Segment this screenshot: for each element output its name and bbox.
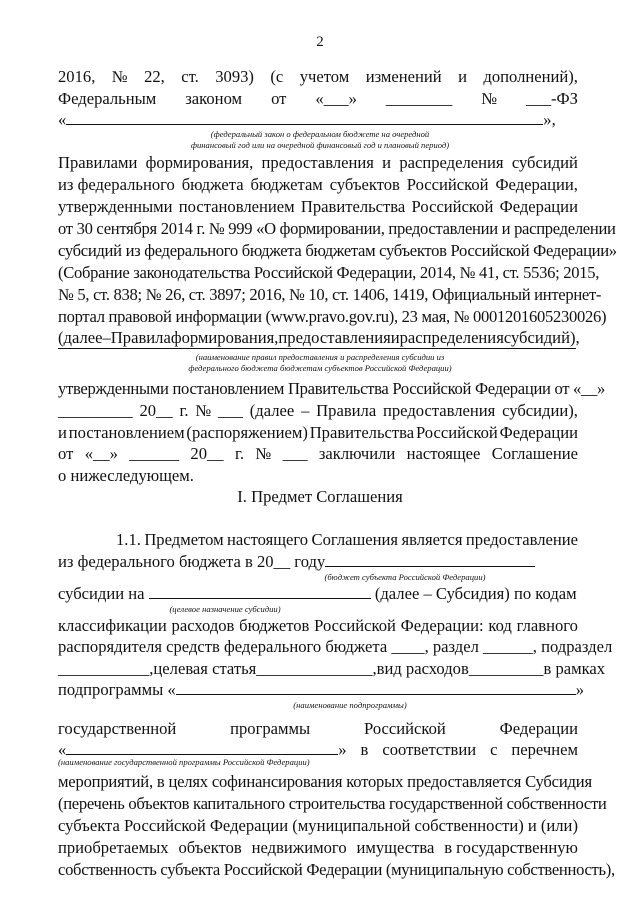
note-rules-2: федерального бюджета бюджетам субъектов Российской Федерации) <box>188 363 452 373</box>
word: из федерального <box>58 175 175 194</box>
word: Российской <box>411 197 494 216</box>
p1-line-1 <box>58 67 578 87</box>
word: Федерации <box>499 423 578 442</box>
p3-line-2 <box>58 401 578 421</box>
word: от <box>58 444 74 463</box>
word: недвижимого <box>251 838 347 857</box>
word: – <box>301 401 310 420</box>
word: предоставления <box>383 401 496 420</box>
word: ________ <box>385 89 453 108</box>
p1-line-3 <box>58 110 578 130</box>
word: Российской <box>123 816 206 835</box>
word: и <box>58 423 67 442</box>
word: предоставление <box>465 530 578 549</box>
word: распределения <box>399 153 504 172</box>
word: субсидии), <box>502 401 578 420</box>
word: является <box>401 530 463 549</box>
s1-line-9-rest <box>338 740 578 760</box>
word: объектов <box>178 838 242 857</box>
quote-open: « <box>58 110 67 129</box>
word: ______ <box>129 444 180 463</box>
s1-line-10: мероприятий, в целях софинансирования которых предоставляется Субсидия <box>58 772 592 791</box>
word: субъекта <box>58 816 120 835</box>
word: (распоряжением) <box>186 423 308 442</box>
word: Российской <box>415 423 498 442</box>
s1-line-5 <box>58 637 613 657</box>
word: г. <box>234 444 245 463</box>
s1-line-3-end: (далее – Субсидия) по кодам <box>374 584 577 603</box>
word: законом <box>185 89 243 108</box>
word: Федерации <box>499 197 578 216</box>
word: постановлением <box>178 197 295 216</box>
s1-line-14: собственность субъекта Российской Федерации (муниципальную собственность), <box>58 860 615 879</box>
word: имущества <box>356 838 435 857</box>
word: соответствии <box>382 740 477 759</box>
word: Российской <box>364 719 446 738</box>
p3-line-3 <box>58 423 578 443</box>
word: № <box>481 89 498 108</box>
s1-line-3 <box>58 584 578 604</box>
rules-name-blank <box>58 348 576 349</box>
word: «__» <box>84 444 118 463</box>
note-budget: (бюджет субъекта Российской Федерации) <box>324 572 486 582</box>
p2-line-6: (Собрание законодательства Российской Федерации, 2014, № 41, ст. 5536; 2015, <box>58 263 600 282</box>
word: бюджетов <box>239 616 310 635</box>
word: 20__ <box>139 401 173 420</box>
word: расходов <box>171 616 235 635</box>
word: распорядителя средств федерального бюджета ____, раздел ______, подраздел <box>58 637 613 656</box>
word: ___ <box>282 444 308 463</box>
word: Предметом <box>144 530 224 549</box>
p2-line-7: № 5, ст. 838; № 26, ст. 3897; 2016, № 10, ст. 1406, 1419, Официальный интернет- <box>58 285 602 304</box>
p1-line-2 <box>58 89 578 109</box>
word: Федерации: <box>400 616 484 635</box>
word: предоставления <box>278 328 391 347</box>
p2-line-4: от 30 сентября 2014 г. № 999 «О формировании, предоставлении и распределении <box>58 219 616 238</box>
page-number: 2 <box>316 34 324 50</box>
word: и <box>382 153 392 172</box>
word: формирования, <box>170 328 279 347</box>
section-heading: I. Предмет Соглашения <box>237 487 403 506</box>
word: от <box>271 89 287 108</box>
p2-line-9 <box>58 328 578 348</box>
word: в <box>360 740 369 759</box>
word: № <box>111 67 128 86</box>
word: вид расходов <box>376 659 469 678</box>
word: учетом <box>299 67 350 86</box>
subprogram-blank <box>176 680 576 695</box>
p2-line-1 <box>58 153 578 173</box>
word: и <box>458 67 467 86</box>
s1-line-11: (перечень объектов капитального строительства государственной собственности <box>58 794 607 813</box>
word: и <box>390 328 400 347</box>
word: постановлением <box>68 423 185 442</box>
word: – <box>102 328 111 347</box>
word: субсидий <box>511 153 578 172</box>
word: Федерации <box>499 719 578 738</box>
purpose-blank <box>149 584 371 599</box>
word: Российской <box>314 616 396 635</box>
word: (муниципальной <box>292 816 411 835</box>
s1-line-13 <box>58 838 578 858</box>
word: распределения <box>399 328 504 347</box>
s1-line-7 <box>58 680 584 700</box>
word: 2016, <box>58 67 96 86</box>
word: собственности) <box>414 816 524 835</box>
word: 22, <box>144 67 165 86</box>
word: ___-ФЗ <box>526 89 578 108</box>
word: Федерации, <box>495 175 578 194</box>
word: субсидий), <box>503 328 580 347</box>
s1-line-12 <box>58 816 578 836</box>
word: Правила <box>316 401 377 420</box>
word: программы <box>230 719 311 738</box>
word: _________в рамках <box>468 659 606 678</box>
word: главного <box>516 616 578 635</box>
program-blank <box>66 740 338 755</box>
word: утвержденными <box>58 197 173 216</box>
word: дополнений), <box>483 67 578 86</box>
federal-law-blank <box>66 110 543 125</box>
s1-line-3-start: субсидии на <box>58 584 145 603</box>
word: 1.1. <box>116 530 141 549</box>
quote-close: », <box>543 110 556 129</box>
word: приобретаемых <box>58 838 169 857</box>
word: 20__ <box>190 444 224 463</box>
s1-line-7-start: подпрограммы « <box>58 680 176 699</box>
word: целевая статья <box>153 659 257 678</box>
word: 3093) <box>215 67 254 86</box>
word: ______________, <box>256 659 377 678</box>
p2-line-2 <box>58 175 578 195</box>
word: № <box>255 444 272 463</box>
word: » <box>338 740 347 759</box>
word: № <box>195 401 212 420</box>
word: классификации <box>58 616 167 635</box>
s1-line-8 <box>58 719 578 739</box>
word: Соглашения <box>311 530 399 549</box>
word: ___ <box>218 401 243 420</box>
p3-line-1: утвержденными постановлением Правительства Российской Федерации от «__» <box>58 379 606 398</box>
s1-line-6 <box>58 659 606 679</box>
p2-line-5: субсидий из федерального бюджета бюджетам субъектов Российской Федерации» <box>58 241 617 260</box>
word: г. <box>179 401 189 420</box>
word: бюджетам <box>250 175 323 194</box>
word: (далее <box>58 328 103 347</box>
s1-line-2 <box>58 552 578 572</box>
word: (с <box>270 67 284 86</box>
word: (или) <box>540 816 578 835</box>
word: бюджета <box>181 175 244 194</box>
word: _________ <box>58 401 133 420</box>
note-federal-law-1: (федеральный закон о федеральном бюджете на очередной <box>210 129 430 139</box>
s1-line-9-start: « <box>58 740 67 759</box>
word: код <box>488 616 512 635</box>
p2-line-8: портал правовой информации (www.pravo.gov.ru), 23 мая, № 0001201605230026) <box>58 307 607 326</box>
p3-line-4 <box>58 444 578 464</box>
budget-blank <box>325 552 535 567</box>
p2-line-3 <box>58 197 578 217</box>
note-subprogram: (наименование подпрограммы) <box>293 700 407 710</box>
word: настоящего <box>227 530 309 549</box>
word: заключили <box>318 444 396 463</box>
s1-line-1 <box>116 530 578 550</box>
word: в государственную <box>444 838 578 857</box>
note-program: (наименование государственной программы Российской Федерации) <box>58 757 310 767</box>
word: и <box>527 816 537 835</box>
s1-line-4 <box>58 616 578 636</box>
word: Правительства <box>300 197 406 216</box>
word: настоящее <box>406 444 481 463</box>
word: «___» <box>315 89 357 108</box>
word: Соглашение <box>491 444 578 463</box>
word: (далее <box>249 401 295 420</box>
word: Российской <box>406 175 489 194</box>
word: перечнем <box>511 740 578 759</box>
word: Федерации <box>209 816 289 835</box>
word: изменений <box>365 67 442 86</box>
s1-line-7-end: » <box>575 680 584 699</box>
word: Правила <box>110 328 171 347</box>
note-federal-law-2: финансовый год или на очередной финансовый год и плановый период) <box>190 140 450 150</box>
word: ___________, <box>58 659 154 678</box>
word: формирования, <box>145 153 254 172</box>
note-rules-1: (наименование правил предоставления и распределения субсидии из <box>195 352 445 362</box>
word: Федеральным <box>58 89 157 108</box>
s1-line-2-text: из федерального бюджета в 20__ году <box>58 552 326 571</box>
word: государственной <box>58 719 177 738</box>
word: с <box>490 740 498 759</box>
word: ст. <box>181 67 199 86</box>
word: Правительства <box>309 423 415 442</box>
p3-line-5: о нижеследующем. <box>58 466 194 485</box>
word: субъектов <box>329 175 400 194</box>
word: Правилами <box>58 153 138 172</box>
word: предоставления <box>261 153 374 172</box>
note-purpose: (целевое назначение субсидии) <box>169 604 281 614</box>
